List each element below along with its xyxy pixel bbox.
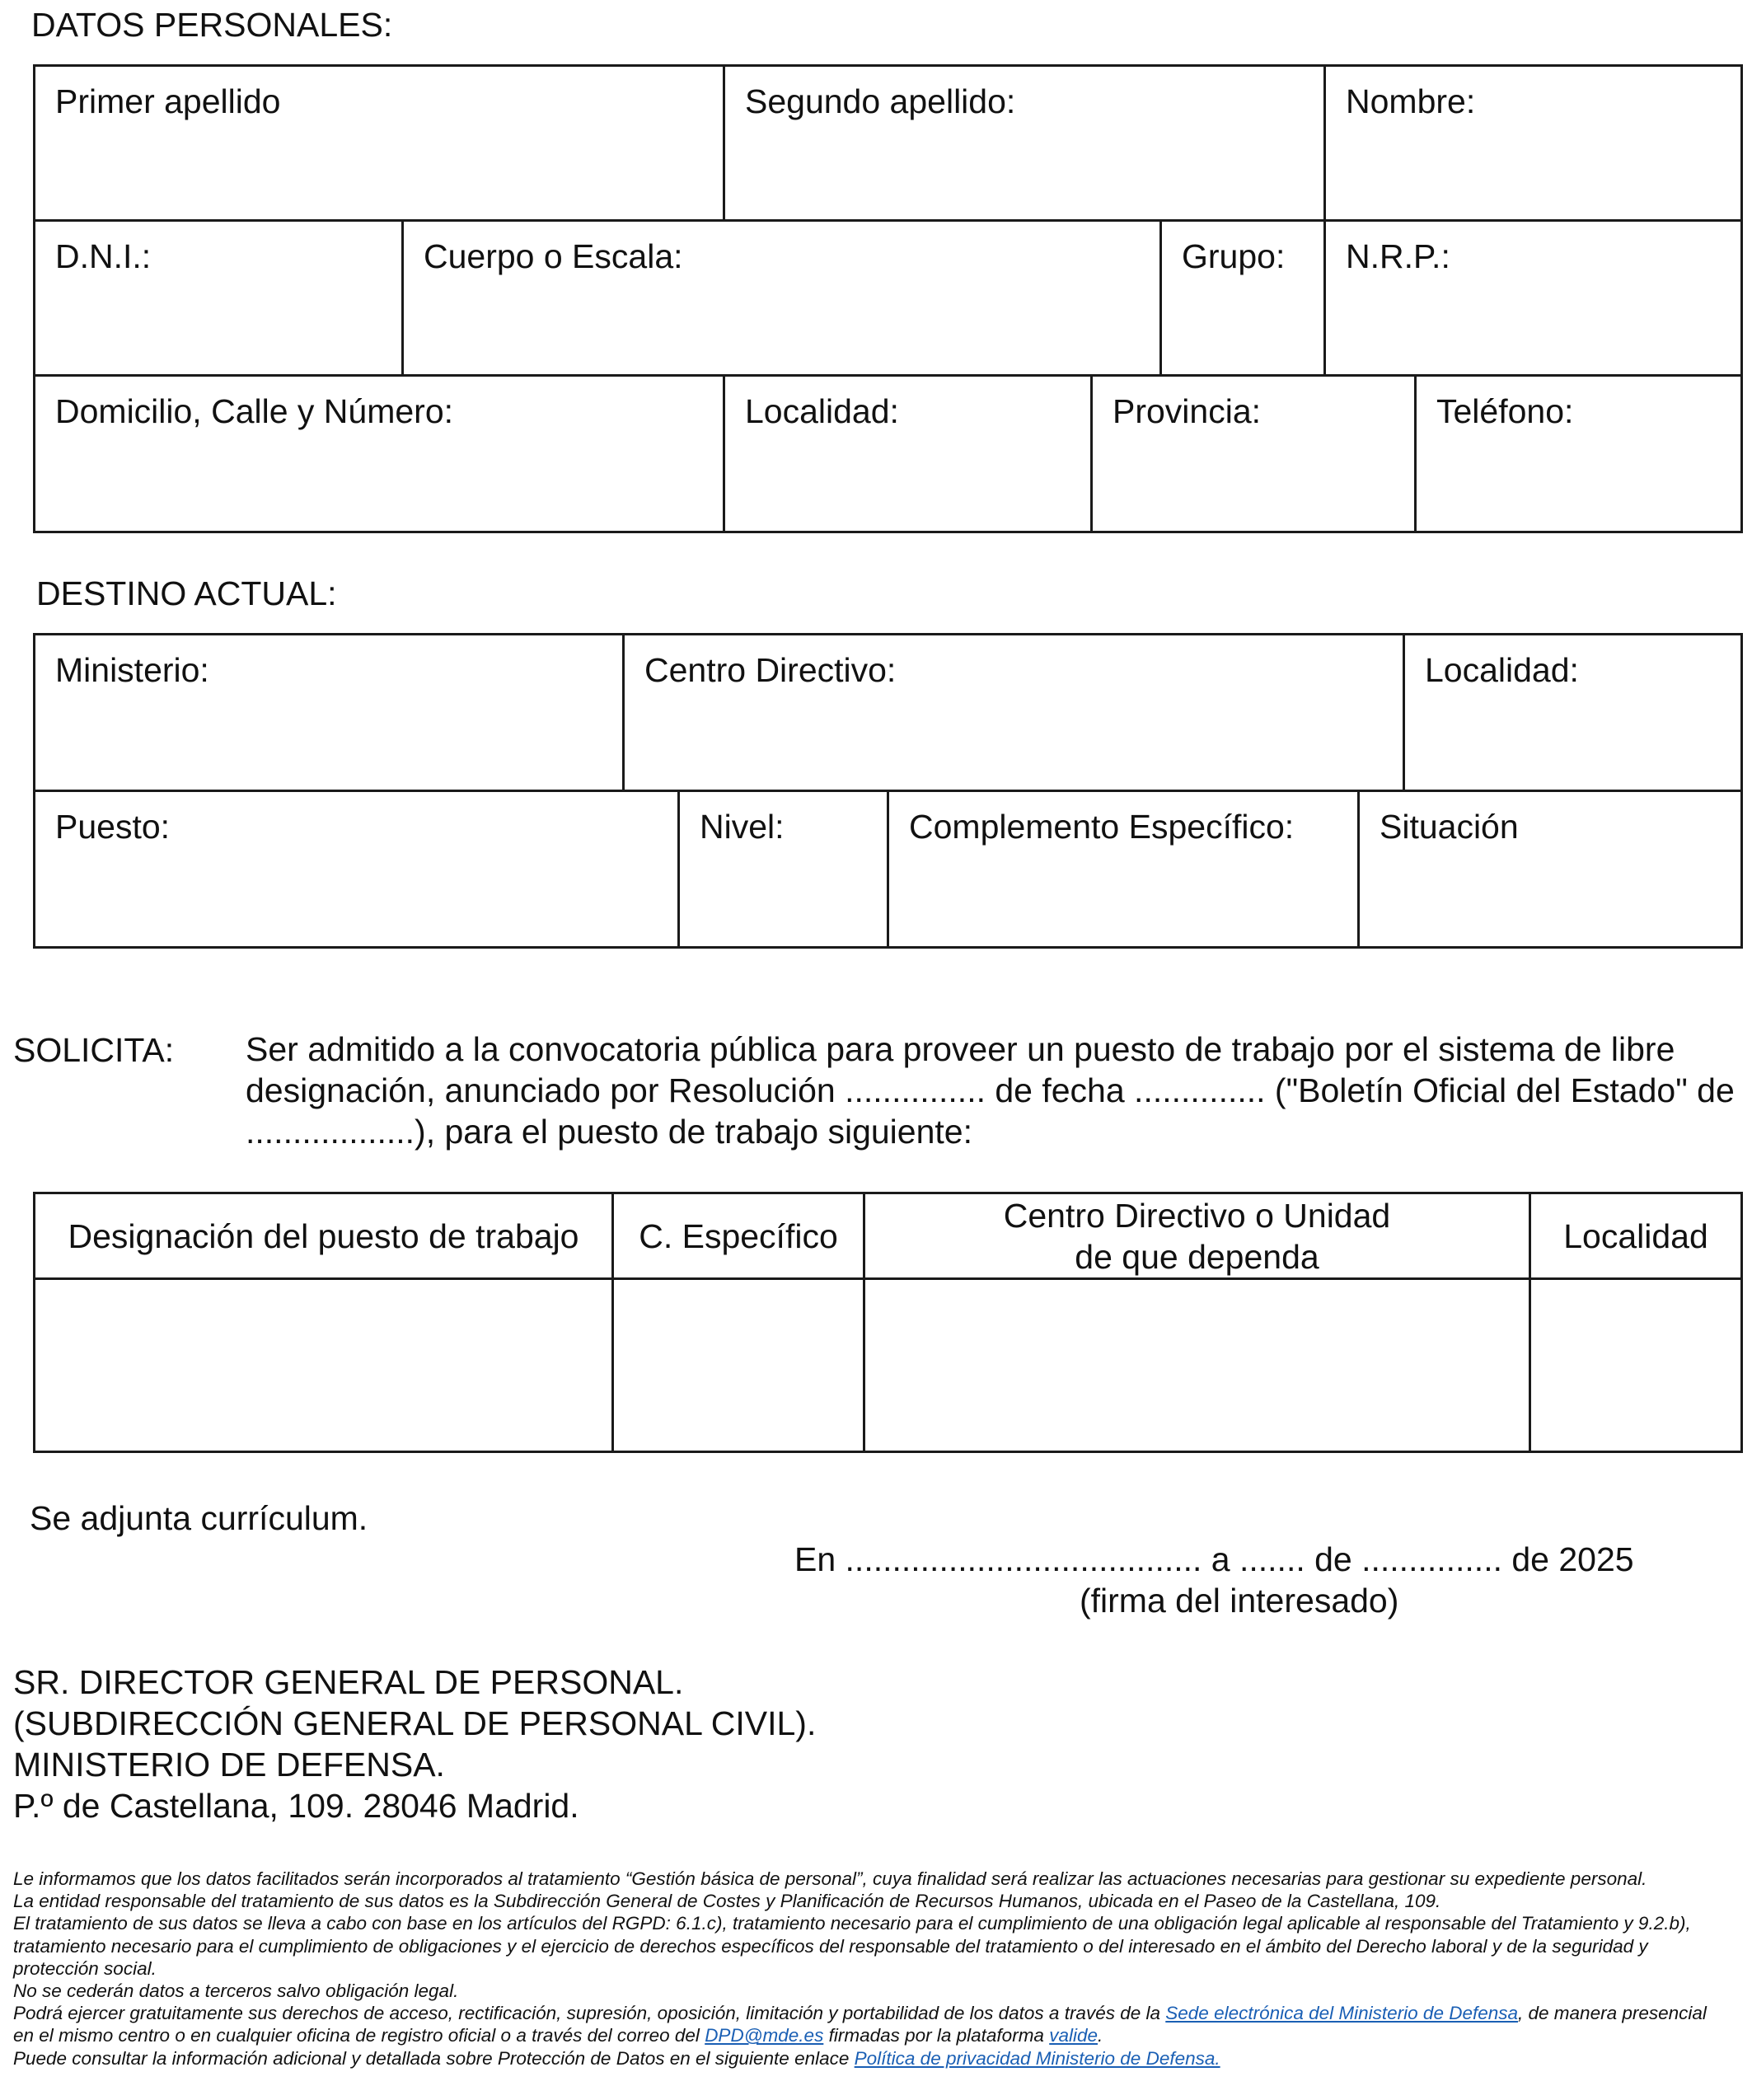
privacy-p5 bbox=[13, 2002, 1727, 2046]
field-segundo-apellido[interactable]: Segundo apellido: bbox=[724, 66, 1325, 221]
section-title-datos-personales: DATOS PERSONALES: bbox=[31, 6, 393, 44]
field-puesto[interactable]: Puesto: bbox=[35, 791, 679, 948]
field-nrp[interactable]: N.R.P.: bbox=[1325, 221, 1742, 376]
privacy-p2: La entidad responsable del tratamiento de sus datos es la Subdirección General de Costes y Planificación de Recursos Humanos, ubicada en el Paseo de la Castellana, 109. bbox=[13, 1891, 1441, 1912]
datos-personales-row1 bbox=[33, 64, 1743, 222]
privacy-p6-text: Puede consultar la información adicional y detallada sobre Protección de Datos en el siguiente enlace bbox=[13, 2047, 855, 2069]
field-destino-localidad[interactable]: Localidad: bbox=[1404, 635, 1742, 791]
header-centro-directivo-line2: de que dependa bbox=[1075, 1237, 1319, 1276]
field-situacion[interactable]: Situación bbox=[1359, 791, 1742, 948]
privacy-p6 bbox=[13, 2047, 1727, 2070]
destinatario-line-1: SR. DIRECTOR GENERAL DE PERSONAL. bbox=[13, 1663, 684, 1701]
field-nombre[interactable]: Nombre: bbox=[1325, 66, 1742, 221]
field-provincia[interactable]: Provincia: bbox=[1092, 376, 1416, 532]
header-localidad: Localidad bbox=[1530, 1193, 1742, 1279]
field-nivel[interactable]: Nivel: bbox=[679, 791, 888, 948]
header-designacion: Designación del puesto de trabajo bbox=[35, 1193, 613, 1279]
section-title-destino-actual: DESTINO ACTUAL: bbox=[36, 574, 337, 612]
politica-privacidad-link[interactable]: Política de privacidad Ministerio de Defensa. bbox=[854, 2047, 1220, 2069]
privacy-p5-text-d: . bbox=[1098, 2025, 1103, 2046]
field-centro-directivo[interactable]: Centro Directivo: bbox=[624, 635, 1404, 791]
privacy-p5-text-b: , de manera presencial en el mismo centro o en cualquier oficina de registro oficial o a través del correo del bbox=[13, 2003, 1707, 2046]
solicita-label: SOLICITA: bbox=[13, 1031, 175, 1069]
sede-electronica-link[interactable]: Sede electrónica del Ministerio de Defensa bbox=[1165, 2003, 1519, 2024]
privacy-p4: No se cederán datos a terceros salvo obligación legal. bbox=[13, 1980, 459, 2002]
field-complemento-especifico[interactable]: Complemento Específico: bbox=[888, 791, 1359, 948]
field-telefono[interactable]: Teléfono: bbox=[1416, 376, 1742, 532]
field-dni[interactable]: D.N.I.: bbox=[35, 221, 403, 376]
destinatario-line-3: MINISTERIO DE DEFENSA. bbox=[13, 1746, 445, 1784]
destinatario-line-4: P.º de Castellana, 109. 28046 Madrid. bbox=[13, 1787, 579, 1825]
lugar-fecha: En ...................................... a ....... de ............... de 2025 bbox=[794, 1540, 1634, 1578]
destino-actual-row1 bbox=[33, 633, 1743, 792]
datos-personales-row2 bbox=[33, 219, 1743, 377]
header-centro-directivo bbox=[864, 1193, 1530, 1279]
cell-localidad[interactable] bbox=[1530, 1279, 1742, 1452]
privacy-p5-text-a: Podrá ejercer gratuitamente sus derechos de acceso, rectificación, supresión, oposición, limitación y portabilidad de los datos a través de la bbox=[13, 2003, 1166, 2024]
field-grupo[interactable]: Grupo: bbox=[1161, 221, 1325, 376]
puestos-table bbox=[33, 1192, 1743, 1453]
field-ministerio[interactable]: Ministerio: bbox=[35, 635, 624, 791]
firma-interesado: (firma del interesado) bbox=[1080, 1582, 1399, 1620]
privacy-p3: El tratamiento de sus datos se lleva a cabo con base en los artículos del RGPD: 6.1.c), tratamiento necesario para el cumplimiento de una obligación legal aplicable al responsable del Tratamiento y 9.2.b), tratamiento necesario para el cumplimiento de obligaciones y el ejercicio de derechos específicos del responsable del tratamiento o del interesado en el ámbito del Derecho laboral y de la seguridad y protección social. bbox=[13, 1913, 1691, 1979]
destinatario-block bbox=[13, 1662, 816, 1826]
solicita-text: Ser admitido a la convocatoria pública para proveer un puesto de trabajo por el sistema de libre designación, anunciado por Resolución ............... de fecha .............. ("Boletín Oficial del Estado" de ..................), para el puesto de trabajo siguiente: bbox=[246, 1030, 1735, 1151]
header-c-especifico: C. Específico bbox=[613, 1193, 864, 1279]
field-domicilio[interactable]: Domicilio, Calle y Número: bbox=[35, 376, 724, 532]
privacy-notice bbox=[13, 1868, 1727, 2070]
destino-actual-row2 bbox=[33, 790, 1743, 949]
cell-designacion[interactable] bbox=[35, 1279, 613, 1452]
header-centro-directivo-line1: Centro Directivo o Unidad bbox=[1003, 1196, 1391, 1235]
destinatario-line-2: (SUBDIRECCIÓN GENERAL DE PERSONAL CIVIL). bbox=[13, 1704, 817, 1742]
cell-centro-directivo[interactable] bbox=[864, 1279, 1530, 1452]
valide-link[interactable]: valide bbox=[1049, 2025, 1098, 2046]
privacy-p5-text-c: firmadas por la plataforma bbox=[823, 2025, 1050, 2046]
field-primer-apellido[interactable]: Primer apellido bbox=[35, 66, 724, 221]
cell-c-especifico[interactable] bbox=[613, 1279, 864, 1452]
datos-personales-row3 bbox=[33, 374, 1743, 533]
privacy-p1: Le informamos que los datos facilitados serán incorporados al tratamiento “Gestión básica de personal”, cuya finalidad será realizar las actuaciones necesarias para gestionar su expediente personal. bbox=[13, 1868, 1647, 1889]
adjunta-curriculum: Se adjunta currículum. bbox=[30, 1499, 368, 1537]
field-localidad[interactable]: Localidad: bbox=[724, 376, 1092, 532]
field-cuerpo-escala[interactable]: Cuerpo o Escala: bbox=[403, 221, 1161, 376]
dpd-email-link[interactable]: DPD@mde.es bbox=[705, 2025, 824, 2046]
